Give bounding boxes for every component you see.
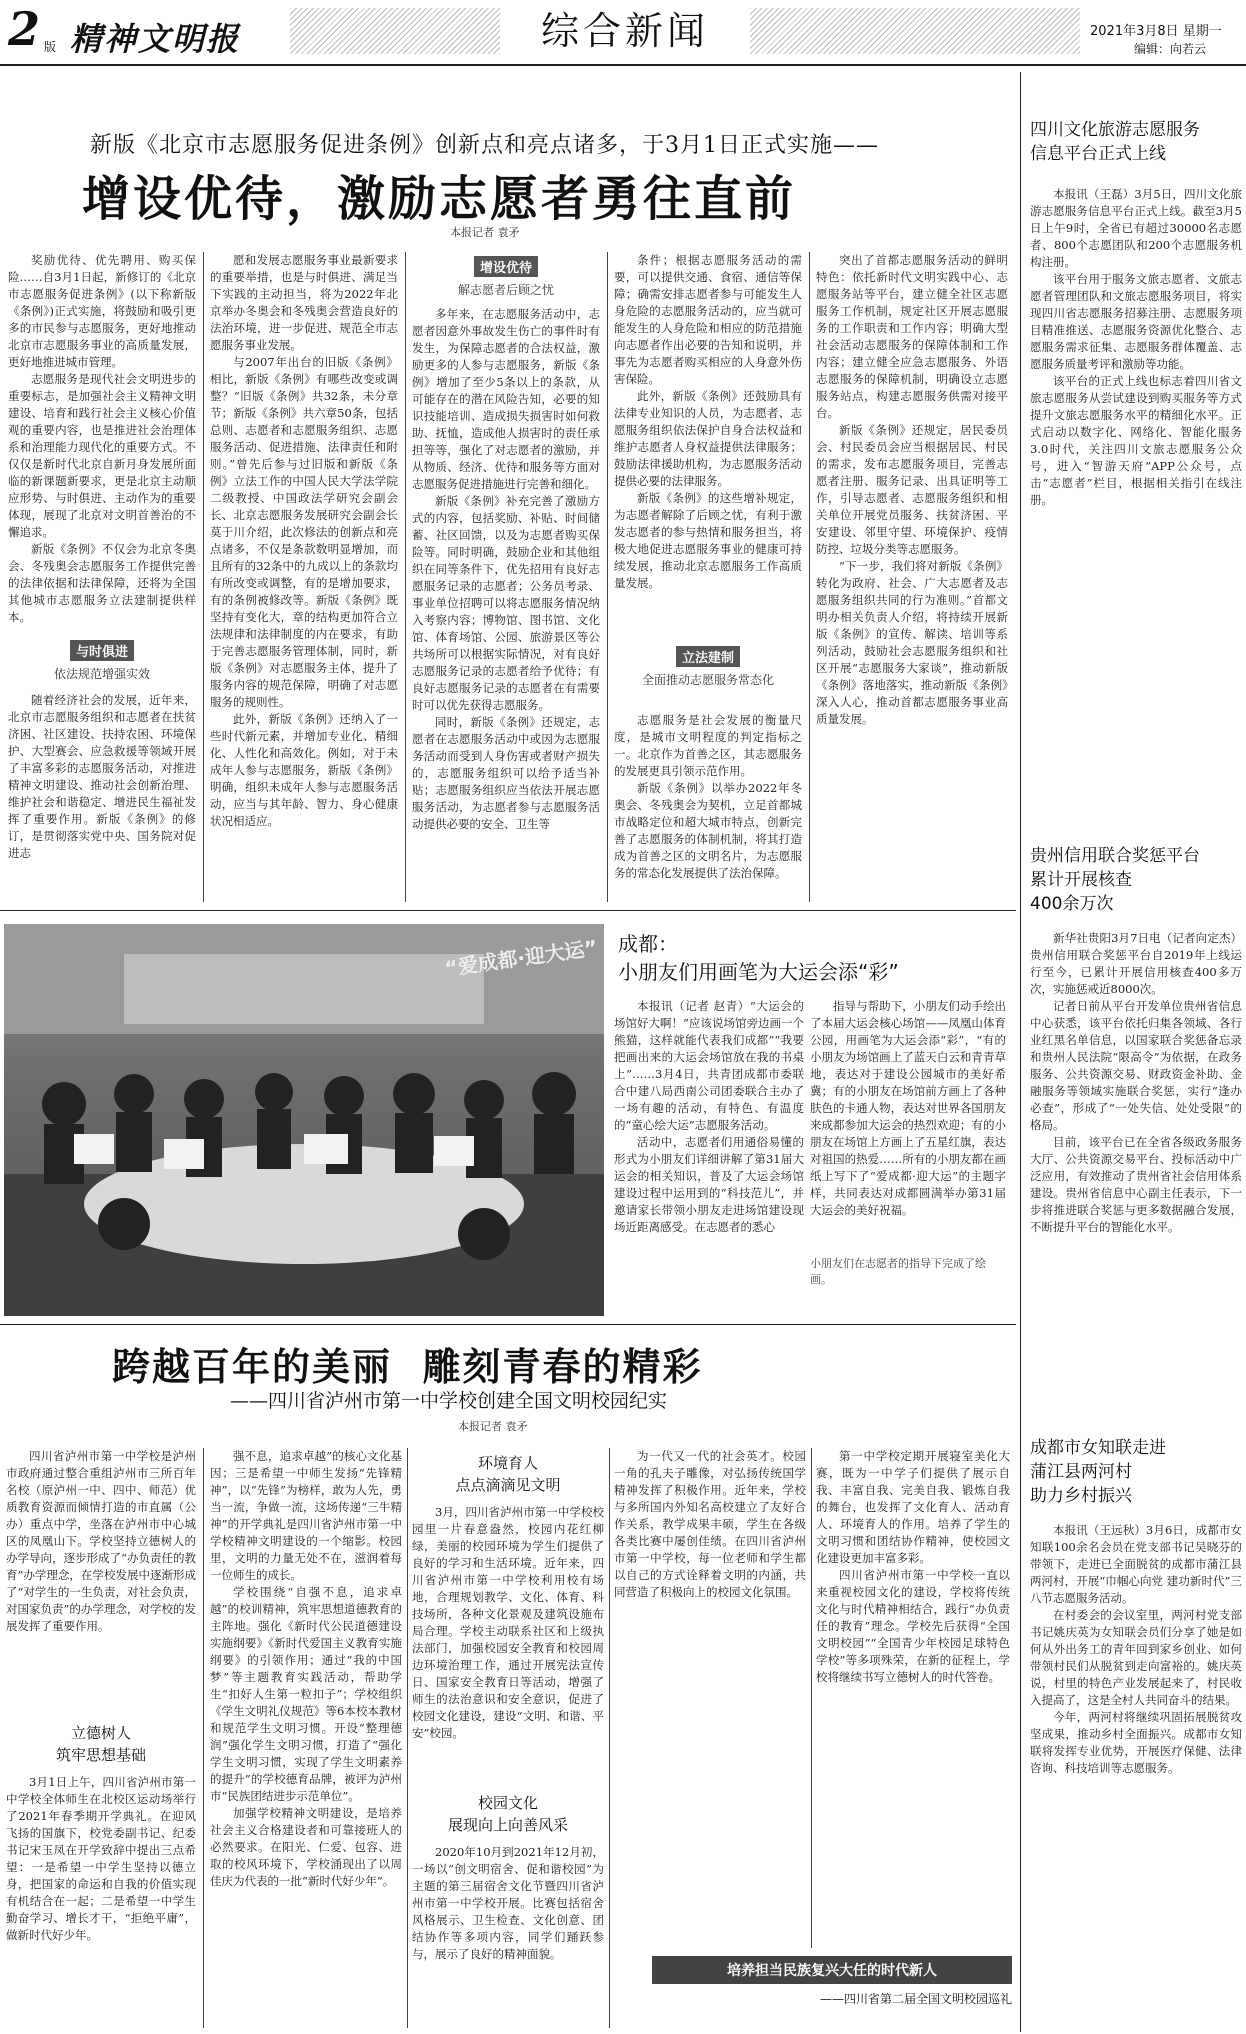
tag-label: 立法建制 — [676, 646, 740, 667]
paragraph: 在村委会的会议室里，两河村党支部书记姚庆英为女知联会员们分享了她是如何从外出务工的青年回到家乡创业、如何带领村民们从脱贫到走向富裕的。姚庆英说，村里的特色产业发展起来了，村民收入提高了，这是全村人共同奋斗的结果。 — [1030, 1608, 1242, 1707]
column-divider — [203, 252, 204, 902]
headline-line: 累计开展核查 — [1030, 870, 1132, 890]
masthead — [0, 0, 1246, 72]
luzhou-col-5 — [816, 1448, 1010, 1948]
paragraph: 此外，新版《条例》还鼓励具有法律专业知识的人员，为志愿者、志愿服务组织依法保护自身合法权益和维护志愿者人身权益提供法律服务；鼓励法律援助机构，为志愿服务活动提供必要的法律服务。 — [614, 389, 802, 488]
sidebar-story1-body — [1030, 186, 1242, 780]
paragraph: 指导与帮助下，小朋友们动手绘出了本届大运会核心场馆——凤凰山体育公园，用画笔为大运会添“彩”，“有的小朋友为场馆画上了蓝天白云和青青草地，表达对于建设公园城市的美好希冀；有的小朋友在场馆前方画上了各种肤色的卡通人物，表达对世界各国朋友来成都参加大运会的热烈欢迎；有的小朋友在场馆上方画上了五星红旗，表达对祖国的热爱……所有的小朋友都在画纸上写下了“爱成都·迎大运”的主题字样，共同表达对成都圆满举办第31届大运会的美好祝福。 — [810, 999, 1006, 1217]
paragraph: 四川省泸州市第一中学校是泸州市政府通过整合重组泸州市三所百年名校（原泸州一中、四中、师范）优质教育资源而倾情打造的市直属（公办）重点中学，坐落在泸州市中心城区的凤凰山下。学校坚持立德树人的办学导向，逐步形成了“办负责任的教育”办学理念，在学校发展中逐渐形成了“对学生的一生负责，对社会负责，对国家负责”的办学理念，对学校的发展发挥了重要作用。 — [6, 1449, 196, 1633]
column-divider — [809, 252, 810, 902]
headline-line: 信息平台正式上线 — [1030, 144, 1166, 164]
lead-col-1b — [8, 692, 196, 898]
paragraph: 与2007年出台的旧版《条例》相比，新版《条例》有哪些改变或调整？“旧版《条例》共32条，未分章节；新版《条例》共六章50条，包括总则、志愿者和志愿服务组织、志愿服务活动、促进措施、法律责任和附则。”曾先后参与过旧版和新版《条例》立法工作的中国人民大学法学院二级教授、中国政法学研究会副会长、北京志愿服务发展研究会副会长莫于川介绍，此次修法的创新点和亮点诸多，不仅是条款数明显增加，而且所有的32条中的九成以上的条款均有所改变或调整，有的是增加要求，有的条例被修改等。新版《条例》既坚持有变化大，章的结构更加符合立法规律和法律制度的内在要求，有助于完善志愿服务管理体制，同时，新版《条例》对志愿服务主体，提升了服务内容的规范保障，明确了对志愿服务的规则性。 — [210, 355, 398, 709]
luzhou-col-3 — [412, 1504, 604, 1788]
tag-label: 与时俱进 — [70, 640, 134, 661]
chengdu-headline-2: 小朋友们用画笔为大运会添“彩” — [618, 960, 899, 984]
paragraph: 此外，新版《条例》还纳入了一些时代新元素，并增加专业化、精细化、人性化和高效化。例如，对于未成年人参与志愿服务，新版《条例》明确，组织未成年人参与志愿服务活动，应当与其年龄、智力、身心健康状况相适应。 — [210, 712, 398, 828]
series-banner-sub: ——四川省第二届全国文明校园巡礼 — [819, 1992, 1012, 2006]
luzhou-byline: 本报记者 袁矛 — [458, 1420, 528, 1433]
headline-line: 成都市女知联走进 — [1030, 1438, 1166, 1458]
lead-kicker: 新版《北京市志愿服务促进条例》创新点和亮点诸多，于3月1日正式实施—— — [90, 133, 879, 158]
issue-date: 2021年3月8日 星期一 — [1090, 24, 1222, 39]
series-banner-main: 培养担当民族复兴大任的时代新人 — [652, 1956, 1012, 1984]
paragraph: 愿和发展志愿服务事业最新要求的重要举措，也是与时俱进、满足当下实践的主动担当，将为2022年北京举办冬奥会和冬残奥会营造良好的法治环境，进一步促进、规范全市志愿服务事业发展。 — [210, 253, 398, 352]
tag-label: 增设优待 — [474, 256, 538, 277]
lead-col-4b — [614, 712, 802, 898]
chengdu-col-2 — [810, 998, 1006, 1252]
page-number: 2 — [8, 2, 41, 56]
column-divider — [203, 1448, 204, 2028]
headline-line: 贵州信用联合奖惩平台 — [1030, 846, 1200, 866]
paragraph: 四川省泸州市第一中学校一直以来重视校园文化的建设，学校将传统文化与时代精神相结合，践行“办负责任的教育”理念。学校先后获得“全国文明校园”“全国青少年校园足球特色学校”等多项殊荣，在新的征程上，学校将继续书写立德树人的时代答卷。 — [816, 1568, 1010, 1684]
chengdu-headline-1: 成都： — [618, 932, 678, 956]
paragraph: 学校围绕“自强不息，追求卓越”的校训精神，筑牢思想道德教育的主阵地。强化《新时代公民道德建设实施纲要》《新时代爱国主义教育实施纲要》的引领作用；通过“我的中国梦”等主题教育实践活动，帮助学生“扣好人生第一粒扣子”；学校组织《学生文明礼仪规范》等6本校本教材和规范学生文明习惯。开设“整理德润”强化学生文明习惯，打造了“强化学生文明习惯，实现了学生文明素养的提升”的学校德育品牌，被评为泸州市“民族团结进步示范单位”。 — [210, 1585, 402, 1803]
paragraph: 条件；根据志愿服务活动的需要，可以提供交通、食宿、通信等保障；确需安排志愿者参与可能发生人身危险的志愿服务活动的，应当就可能发生的人身危险和相应的防范措施向志愿者作出必要的告知和说明，并事先为志愿者购买相应的人身意外伤害保险。 — [614, 253, 802, 386]
sidebar-story2-body — [1030, 930, 1242, 1394]
lead-subhead-1 — [8, 640, 196, 682]
paragraph: 多年来，在志愿服务活动中，志愿者因意外事故发生伤亡的事件时有发生，为保障志愿者的合法权益，激励更多的人参与志愿服务，新版《条例》增加了至少5条以上的条款，从可能存在的潜在风险告知，必要的知识技能培训、造成损失损害时如何救助、抚恤，造成他人损害时的责任承担等等，强化了对志愿者的激励，并从物质、经济、优待和服务等方面对志愿服务促进措施进行完善和细化。 — [412, 307, 600, 491]
luzhou-subhead-2 — [412, 1452, 604, 1496]
subhead-line: 展现向上向善风采 — [447, 1816, 568, 1834]
lead-col-4 — [614, 252, 802, 642]
sidebar-divider — [1020, 72, 1021, 2032]
paragraph: 新华社贵阳3月7日电（记者向定杰）贵州信用联合奖惩平台自2019年上线运行至今，已累计开展信用核查400多万次，实施惩戒近8000次。 — [1030, 931, 1242, 996]
subhead-line: 点点滴滴见文明 — [455, 1476, 561, 1494]
paragraph: 志愿服务是现代社会文明进步的重要标志，是加强社会主义精神文明建设、培育和践行社会主义核心价值观的重要内容，也是推进社会治理体系和治理能力现代化的重要方式。不仅仅是新时代北京自新月身发展所面临的新课题新要求，更是北京主动顺应形势、与时俱进、主动作为的重要体现，展现了北京对文明首善治的不懈追求。 — [8, 372, 196, 539]
chengdu-col-1 — [614, 998, 804, 1310]
headline-line: 四川文化旅游志愿服务 — [1030, 120, 1200, 140]
paragraph: 目前，该平台已在全省各级政务服务大厅、公共资源交易平台、投标活动中广泛应用，有效推动了贵州省社会信用体系建设。贵州省信息中心副主任表示，下一步将推进联合奖惩与更多数据融合发展，不断提升平台的智能化水平。 — [1030, 1135, 1242, 1234]
paragraph: 新版《条例》不仅会为北京冬奥会、冬残奥会志愿服务工作提供完善的法律依据和法律保障，还将为全国其他城市志愿服务立法建制提供样本。 — [8, 542, 196, 624]
luzhou-col-3b — [412, 1844, 604, 2028]
paragraph: 突出了首都志愿服务活动的鲜明特色：依托新时代文明实践中心、志愿服务站等平台，建立健全社区志愿服务工作机制，规定社区开展志愿服务的工作职责和工作内容；明确大型社会活动志愿服务的保障体制和工作内容；建立健全应急志愿服务、外语志愿服务的保障机制，明确设立志愿服务站点，构建志愿服务供需对接平台。 — [816, 253, 1008, 420]
photo-banner-text: “爱成都·迎大运” — [443, 935, 600, 981]
luzhou-col-2 — [210, 1448, 402, 2028]
paragraph: 3月1日上午，四川省泸州市第一中学校全体师生在北校区运动场举行了2021年春季期开学典礼。在迎风飞扬的国旗下，校党委副书记、纪委书记宋玉凤在开学致辞中提出三点希望：一是希望一中学生坚持以德立身，把国家的命运和自我的价值实现有机结合在一起；二是希望一中学生勤奋学习、增长才干，“拒绝平庸”，做新时代好少年。 — [6, 1775, 196, 1942]
subhead-line: 环境育人 — [477, 1454, 538, 1472]
paragraph: 强不息，追求卓越”的核心文化基因；三是希望一中师生发扬“先锋精神”，以“先锋”为榜样，敢为人先，勇当一流，争做一流，这场传递“三牛精神”的开学典礼是四川省泸州市第一中学校精神文明建设的一个缩影。校园里，文明的力量无处不在，滋润着每一位师生的成长。 — [210, 1449, 402, 1582]
luzhou-subheadline: ——四川省泸州市第一中学校创建全国文明校园纪实 — [230, 1390, 668, 1412]
subhead-line: 筑牢思想基础 — [55, 1746, 146, 1764]
subhead-line: 校园文化 — [477, 1794, 538, 1812]
paragraph: 今年，两河村将继续巩固拓展脱贫攻坚成果，推动乡村全面振兴。成都市女知联将发挥专业优势，开展医疗保健、法律咨询、科技培训等志愿服务。 — [1030, 1710, 1242, 1775]
sidebar-story1-headline — [1030, 118, 1240, 166]
paragraph: 同时，新版《条例》还规定，志愿者在志愿服务活动中或因为志愿服务活动而受到人身伤害或者财产损失的，志愿服务组织可以给予适当补贴；志愿服务组织应当依法开展志愿服务活动，为志愿者参与志愿服务活动提供必要的安全、卫生等 — [412, 715, 600, 831]
paragraph: 该平台的正式上线也标志着四川省文旅志愿服务从尝试建设到购买服务等方式提升文旅志愿服务水平的精细化水平。正式启动以数字化、网络化、智能化服务3.0时代，关注四川文旅志愿服务公众号，进入“智游天府”APP公众号，点击“志愿者”栏目，根据相关指引在线注册。 — [1030, 374, 1242, 507]
headline-line: 助力乡村振兴 — [1030, 1486, 1132, 1506]
photo-caption: 小朋友们在志愿者的指导下完成了绘画。 — [810, 1257, 986, 1286]
masthead-rule — [0, 64, 1246, 66]
section-title: 综合新闻 — [500, 8, 750, 54]
lead-col-3 — [412, 306, 600, 898]
paragraph: 新版《条例》还规定，居民委员会、村民委员会应当根据居民、村民的需求，发布志愿服务项目，完善志愿者注册、服务记录、出具证明等工作，引导志愿者、志愿服务组织和相关单位开展党员服务、扶贫济困、平安建设、邻里守望、环境保护、疫情防控、垃圾分类等志愿服务。 — [816, 423, 1008, 556]
column-divider — [607, 252, 608, 902]
headline-line: 蒲江县两河村 — [1030, 1462, 1132, 1482]
paragraph: 志愿服务是社会发展的衡量尺度，是城市文明程度的判定指标之一。北京作为首善之区，其志愿服务的发展更具引领示范作用。 — [614, 713, 802, 778]
luzhou-headline: 跨越百年的美丽 雕刻青春的精彩 — [112, 1345, 703, 1389]
photo-scene — [4, 924, 604, 1316]
sidebar-story2-headline — [1030, 844, 1240, 916]
sidebar-story3-body — [1030, 1522, 1242, 2028]
lead-col-5 — [816, 252, 1008, 898]
paragraph: 2020年10月到2021年12月初，一场以“创文明宿舍、促和谐校园”为主题的第三届宿舍文化节暨四川省泸州市第一中学校开展。比赛包括宿舍风格展示、卫生检查、文化创意、团结协作等多项内容，同学们踊跃参与，展示了良好的精神面貌。 — [412, 1845, 604, 1961]
paragraph: 奖励优待、优先聘用、购买保险……自3月1日起，新修订的《北京市志愿服务促进条例》(以下称新版《条例》)正式实施，将鼓励和吸引更多的市民参与志愿服务，更好地推动北京市志愿服务事业的高质量发展，更好地推进城市管理。 — [8, 253, 196, 369]
subhead-line: 立德树人 — [70, 1724, 131, 1742]
lead-subhead-3 — [614, 646, 802, 688]
column-divider — [405, 252, 406, 902]
luzhou-subhead-3 — [412, 1792, 604, 1836]
paragraph: 新版《条例》的这些增补规定，为志愿者解除了后顾之忧，有利于激发志愿者的参与热情和服务担当，将极大地促进志愿服务事业的健康可持续发展，推动北京志愿服务工作高质量发展。 — [614, 491, 802, 590]
column-divider — [609, 1448, 610, 2028]
luzhou-col-4 — [614, 1448, 806, 1948]
tag-sublabel: 全面推动志愿服务常态化 — [641, 673, 774, 687]
column-divider — [407, 1448, 408, 2028]
page-number-suffix: 版 — [44, 40, 57, 54]
masthead-stripe-left — [290, 8, 500, 54]
paragraph: 记者日前从平台开发单位贵州省信息中心获悉，该平台依托归集各领域、各行业红黑名单信息，以国家联合奖惩备忘录和贵州人民法院“限高令”为依据，在政务服务、公共资源交易、财政资金补助、金融服务等领域实施联合奖惩，实行“逢办必查”，形成了“一处失信、处处受限”的格局。 — [1030, 999, 1242, 1132]
section-rule — [0, 1324, 1016, 1325]
news-photo — [4, 924, 604, 1316]
column-divider — [811, 1448, 812, 1948]
paragraph: 本报讯（王磊）3月5日，四川文化旅游志愿服务信息平台正式上线。截至3月5日上午9时，全省已有超过30000名志愿者、800个志愿团队和200个志愿服务机构注册。 — [1030, 187, 1242, 269]
headline-line: 400余万次 — [1030, 894, 1114, 914]
paragraph: 本报讯（记者 赵青）“大运会的场馆好大啊！”应该说场馆旁边画一个熊猫，这样就能代表我们成都”“我要把画出来的大运会场馆放在我的书桌上”……3月4日，共青团成都市委联合中建八局西南公司团委联合主办了一场有趣的活动，有特色、有温度的“童心绘大运”志愿服务活动。 — [614, 999, 804, 1132]
paragraph: 活动中，志愿者们用通俗易懂的形式为小朋友们详细讲解了第31届大运会的相关知识，普及了大运会场馆建设过程中运用到的“科技范儿”，并邀请家长带领小朋友走进场馆建设现场近距离感受。在志愿者的悉心 — [614, 1135, 804, 1234]
sidebar-story3-headline — [1030, 1436, 1240, 1508]
paragraph: 加强学校精神文明建设，是培养社会主义合格建设者和可靠接班人的必然要求。在阳光、仁爱、包容、进取的校风环境下，学校涌现出了以周佳庆为代表的一批“新时代好少年”。 — [210, 1806, 402, 1888]
luzhou-col-1b — [6, 1774, 196, 2028]
masthead-stripe-right — [750, 8, 1080, 54]
paragraph: 随着经济社会的发展，近年来，北京市志愿服务组织和志愿者在扶贫济困、社区建设、扶持农困、环境保护、大型赛会、应急救援等领域开展了丰富多彩的志愿服务活动，对推进精神文明建设、推动社会创新治理、维护社会和谐稳定、增进民生福祉发挥了重要作用。新版《条例》的修订，是贯彻落实党中央、国务院对促进志 — [8, 693, 196, 860]
tag-sublabel: 解志愿者后顾之忧 — [457, 283, 554, 297]
lead-subhead-2 — [412, 256, 600, 298]
luzhou-col-1 — [6, 1448, 196, 1716]
lead-col-2 — [210, 252, 398, 898]
lead-bottom-rule — [0, 910, 1016, 911]
tag-sublabel: 依法规范增强实效 — [53, 667, 150, 681]
paragraph: 为一代又一代的社会英才。校园一角的孔夫子雕像，对弘扬传统国学精神发挥了积极作用。近年来，学校与多所国内外知名高校建立了友好合作关系，教学成果丰硕，学生在各级各类比赛中屡创佳绩。在四川省泸州市第一中学校，每一位老师和学生都以自己的方式诠释着文明的内涵，共同营造了积极向上的校园文化氛围。 — [614, 1449, 806, 1599]
paragraph: 新版《条例》以举办2022年冬奥会、冬残奥会为契机，立足首都城市战略定位和超大城市特点，创新完善了志愿服务的体制机制，将其打造成为首善之区的文明名片，为志愿服务的常态化发展提供了法治保障。 — [614, 781, 802, 880]
paragraph: 本报讯（王远秋）3月6日，成都市女知联100余名会员在党支部书记吴晓芬的带领下，走进已全面脱贫的成都市蒲江县两河村，开展“巾帼心向党 建功新时代”三八节志愿服务活动。 — [1030, 1523, 1242, 1605]
luzhou-series-banner — [652, 1956, 1012, 2026]
lead-headline: 增设优待，激励志愿者勇往直前 — [82, 171, 797, 227]
lead-byline: 本报记者 袁矛 — [450, 226, 520, 239]
paragraph: 3月，四川省泸州市第一中学校校园里一片春意盎然，校园内花红柳绿，美丽的校园环境为学生们提供了良好的学习和生活环境。近年来，四川省泸州市第一中学校利用校有场地，合理规划教学、文化、体育、科技场所，各种文化景观及建筑设施布局合理。学校主动联系社区和上级执法部门，加强校园安全教育和校园周边环境治理工作，通过开展宪法宣传日、国家安全教育日等活动，增强了师生的法治意识和安全意识，促进了校园文化建设，建设“文明、和谐、平安”校园。 — [412, 1505, 604, 1740]
paragraph: 第一中学校定期开展寝室美化大赛，既为一中学子们提供了展示自我、丰富自我、完美自我、锻炼自我的舞台，也发挥了文化育人、活动育人、环境育人的作用。培养了学生的文明习惯和团结协作精神，使校园文化建设更加丰富多彩。 — [816, 1449, 1010, 1565]
lead-col-1 — [8, 252, 196, 640]
paragraph: “下一步，我们将对新版《条例》转化为政府、社会、广大志愿者及志愿服务组织共同的行为准则。”首都文明办相关负责人介绍，将持续开展新版《条例》的宣传、解读、培训等系列活动，鼓励社会志愿服务组织和社区开展“志愿服务大家谈”，推动新版《条例》落地落实，推动新版《条例》深入人心，推动首都志愿服务事业高质量发展。 — [816, 559, 1008, 726]
paragraph: 该平台用于服务文旅志愿者、文旅志愿者管理团队和文旅志愿服务项目，将实现四川省志愿服务招募注册、志愿服务项目精准推送、志愿服务资源优化整合、志愿服务需求征集、志愿服务群体覆盖、志愿服务质量考评和激励等功能。 — [1030, 272, 1242, 371]
luzhou-subhead-1 — [6, 1722, 196, 1766]
paper-name: 精神文明报 — [70, 20, 241, 58]
editor-credit: 编辑：向若云 — [1134, 42, 1207, 56]
paragraph: 新版《条例》补充完善了激励方式的内容，包括奖励、补贴、时间储蓄、社区回馈，以及为志愿者购买保险等。同时明确，鼓励企业和其他组织在同等条件下，优先招用有良好志愿服务记录的志愿者；公务员考录、事业单位招聘可以将志愿服务情况纳入考察内容；博物馆、图书馆、文化馆、体育场馆、公园、旅游景区等公共场所可以根据实际情况，对有良好志愿服务记录的志愿者给予优待；有良好志愿服务记录的志愿者在有需要时可以优先获得志愿服务。 — [412, 494, 600, 712]
